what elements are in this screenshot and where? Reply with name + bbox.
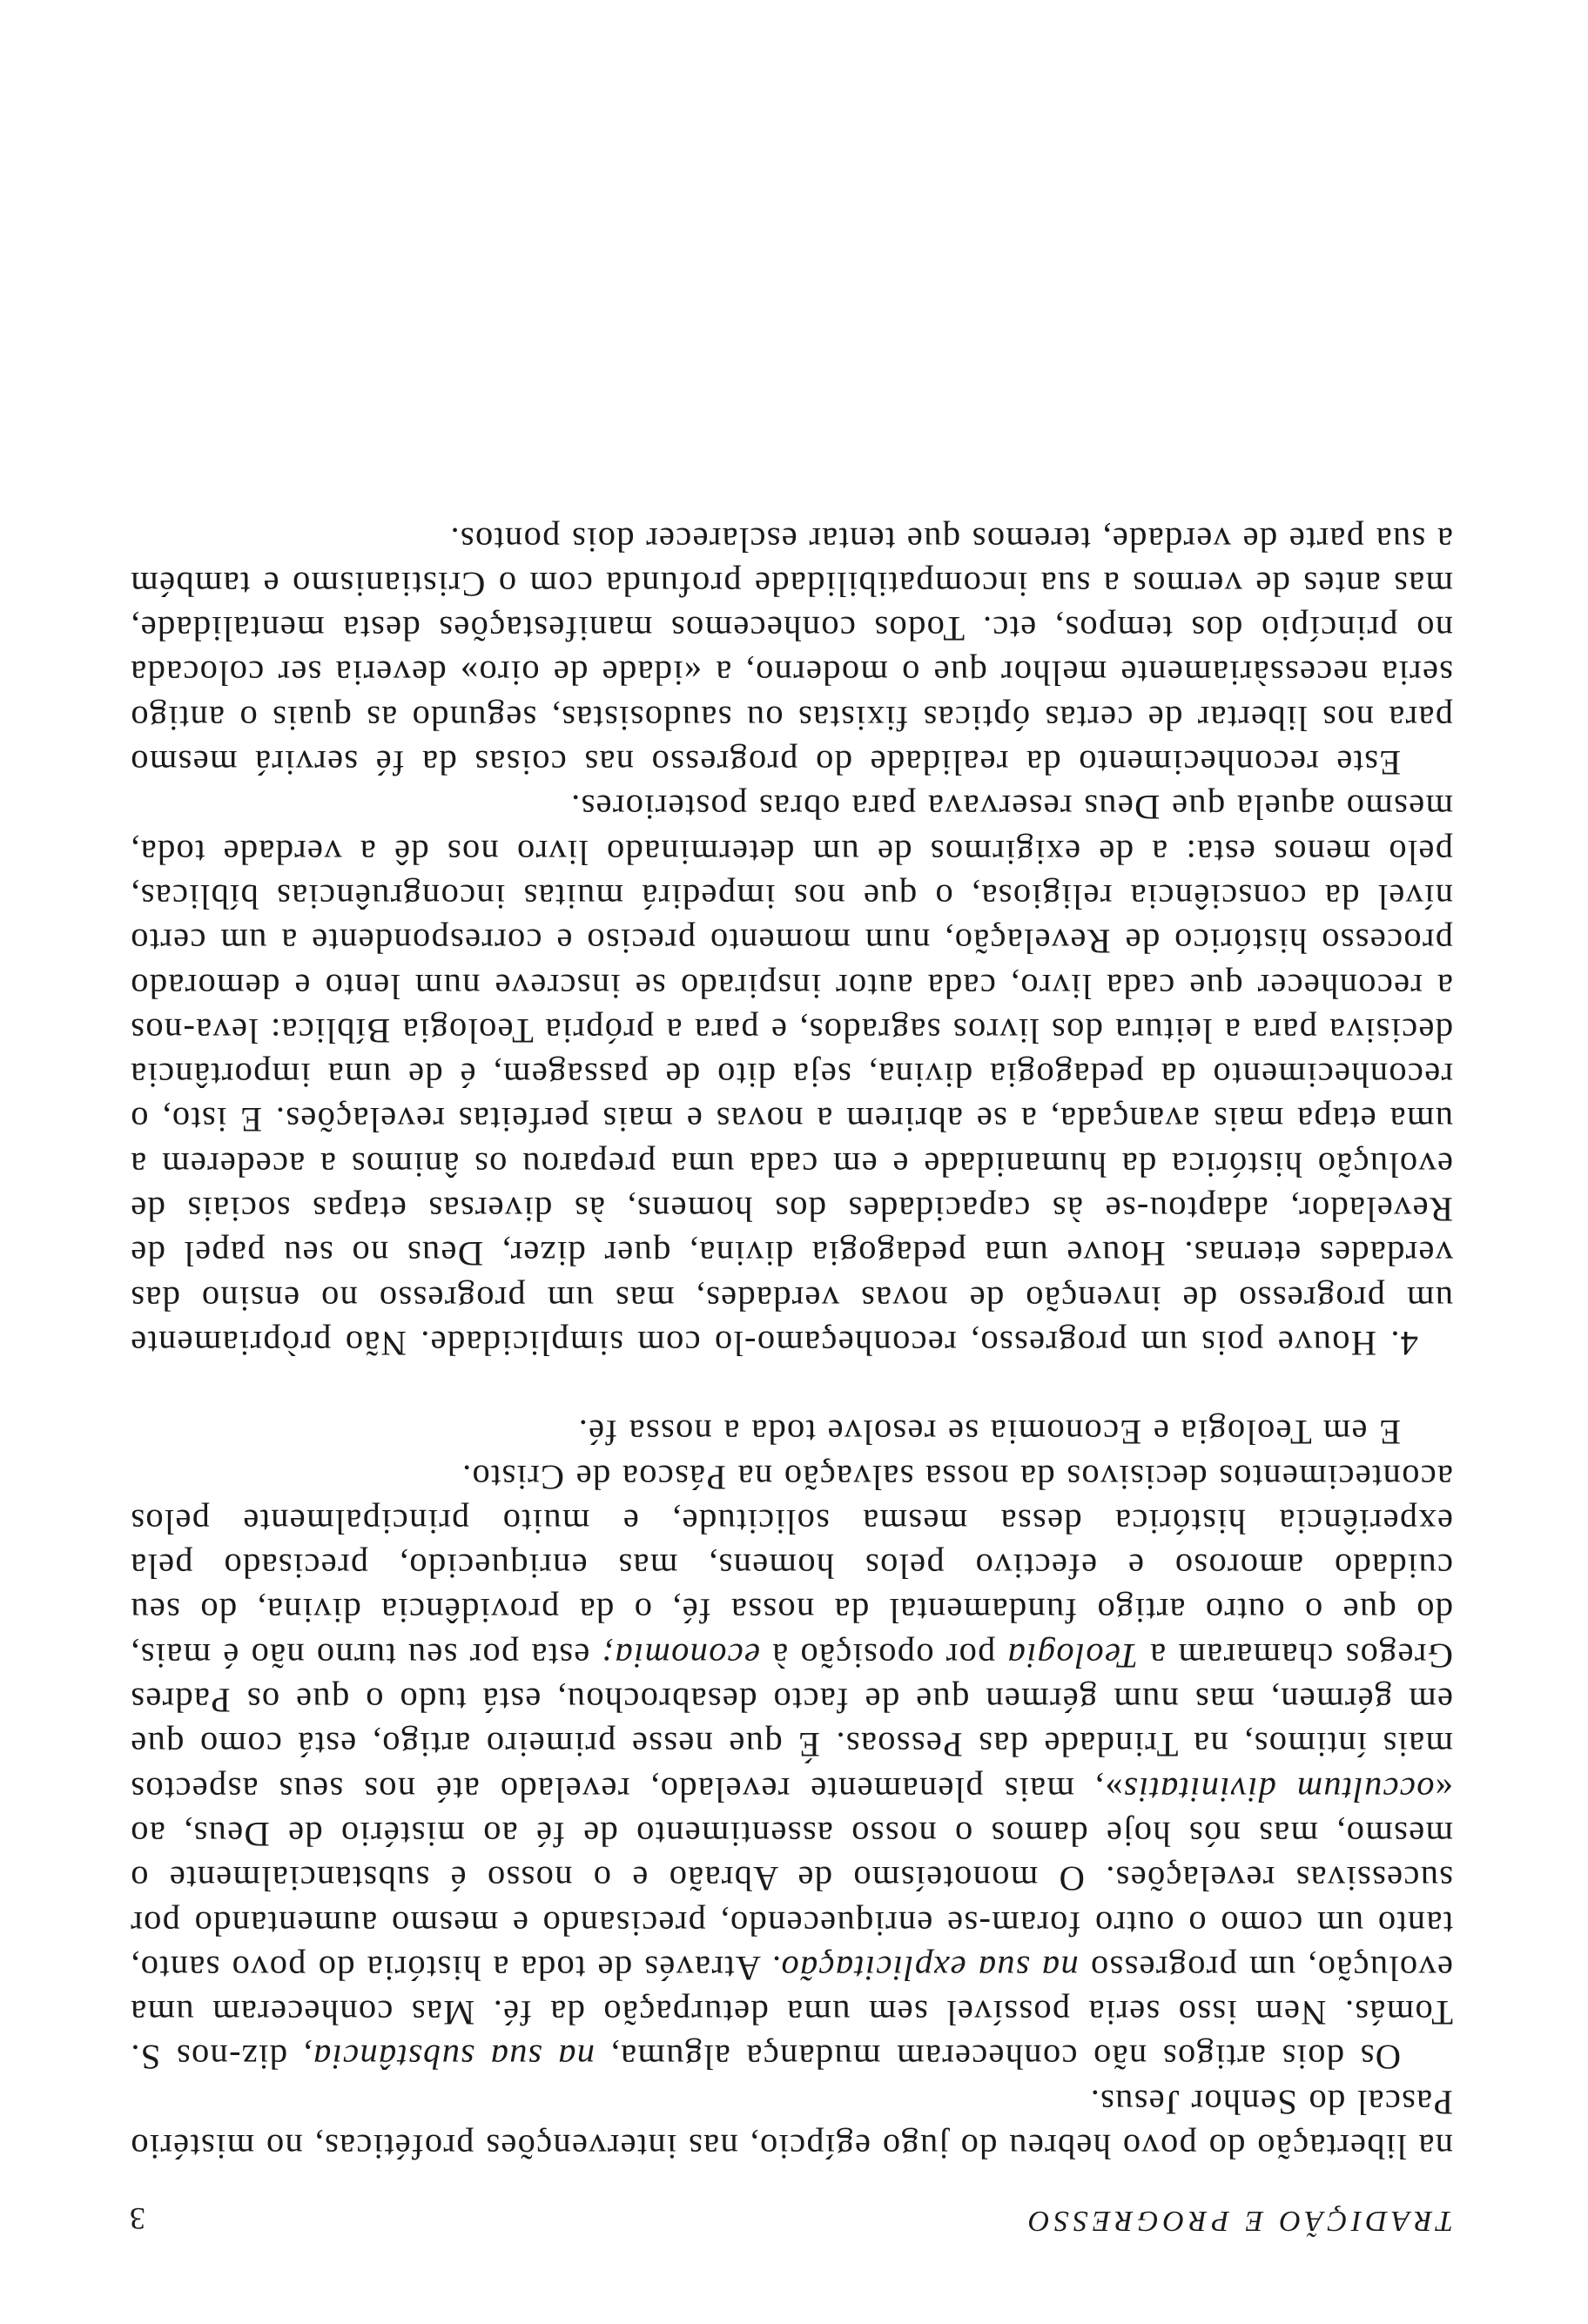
emphasis: na sua explicitação. — [770, 1948, 1079, 1988]
emphasis: Teologia — [1006, 1636, 1139, 1676]
paragraph-recognition: Este reconhecimento da realidade do progresso nas coisas da fé servirá mesmo para nos libertar de certas ópticas fixistas ou saudosistas, segundo as quais o antigo seria necessàriamente melhor que o moderno, a «idade de oiro» deveria ser colocada no princípio dos tempos, etc. Todos conhecemos manifestações desta mentalidade, mas antes de vermos a sua incompatibilidade profunda com o Cristianismo e também a sua parte de verdade, teremos que tentar esclarecer dois pontos. — [130, 520, 1453, 783]
emphasis: economia; — [601, 1636, 761, 1676]
paragraph-two-articles: Os dois artigos não conheceram mudança alguma, na sua substância, diz-nos S. Tomás. Nem isso seria possível sem uma deturpação da fé. Mas conheceram uma evolução, um progresso na sua explicitação. Através de toda a história do povo santo, tanto um como o outro foram-se enriquecendo, precisando e mesmo aumentando por sucessivas revelações. O monoteísmo de Abraão e o nosso é substancialmente o mesmo, mas nós hoje damos o nosso assentimento de fé ao mistério de Deus, ao «occultum divinitatis», mais plenamente revelado, revelado até nos seus aspectos mais íntimos, na Trindade das Pessoas. É que nesse primeiro artigo, está como que em gérmen, mas num gérmen que de facto desabrochou, está tudo o que os Padres Gregos chamaram a Teologia por oposição à economia; esta por seu turno não é mais, do que o outro artigo fundamental da nossa fé, o da providência divina, do seu cuidado amoroso e efectivo pelos homens, mas enriquecido, precisado pela experiência histórica dessa mesma solicitude, e muito principalmente pelos acontecimentos decisivos da nossa salvação na Páscoa de Cristo. — [130, 1457, 1453, 2078]
emphasis: na sua substância, — [302, 2038, 596, 2078]
body-text — [130, 517, 1453, 2169]
running-title: TRADIÇÃO E PROGRESSO — [1024, 2205, 1453, 2237]
page-number: 3 — [130, 2201, 145, 2236]
running-head — [130, 2185, 1453, 2237]
emphasis: occultum divinitatis — [1122, 1770, 1435, 1810]
paragraph-theology-economy: E em Teologia e Economia se resolve toda a nossa fé. — [577, 1413, 1401, 1453]
paragraph-section-4: 4. Houve pois um progresso, reconheçamo-lo com simplicidade. Não pròpriamente um progresso de invenção de novas verdades, mas um progresso no ensino das verdades eternas. Houve uma pedagogia divina, quer dizer, Deus no seu papel de Revelador, adaptou-se às capacidades dos homens, às diversas etapas sociais de evolução histórica da humanidade e em cada uma preparou os ânimos a acederem a uma etapa mais avançada, a se abrirem a novas e mais perfeitas revelações. E isto, o reconhecimento da pedagogia divina, seja dito de passagem, é de uma importância decisiva para a leitura dos livros sagrados, e para a própria Teologia Bíblica: leva-nos a reconhecer que cada livro, cada autor inspirado se inscreve num lento e demorado processo histórico de Revelação, num momento preciso e correspondente a um certo nível da consciência religiosa, o que nos impedirá muitas incongruências bíblicas, pelo menos esta: a de exigirmos de um determinado livro nos dê a verdade toda, mesmo aquela que Deus reservava para obras posteriores. — [130, 788, 1453, 1363]
paragraph-continuation: na libertação do povo hebreu do jugo egípcio, nas intervenções proféticas, no mistério Pascal do Senhor Jesus. — [130, 2082, 1453, 2166]
